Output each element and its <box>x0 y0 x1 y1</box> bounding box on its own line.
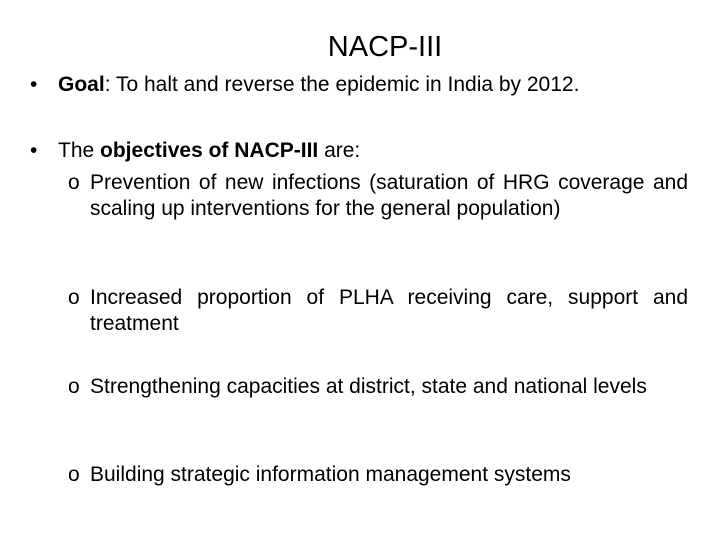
goal-description: : To halt and reverse the epidemic in India by 2012. <box>104 73 580 96</box>
objective-text: Prevention of new infections (saturation of HRG coverage and scaling up interventions for the general population) <box>90 171 688 220</box>
slide-title: NACP-III <box>327 31 443 63</box>
bullet-marker: • <box>30 139 38 162</box>
sub-bullet-marker: o <box>68 463 80 486</box>
objective-text: Increased proportion of PLHA receiving care, support and treatment <box>90 286 688 335</box>
objectives-label: objectives of NACP-III <box>100 139 319 162</box>
sub-bullet-marker: o <box>68 375 80 398</box>
bullet-marker: • <box>30 73 38 96</box>
sub-bullet-marker: o <box>68 171 80 194</box>
goal-label: Goal <box>58 73 105 96</box>
objective-text: Strengthening capacities at district, state and national levels <box>90 375 647 398</box>
objectives-suffix: are: <box>318 139 361 162</box>
sub-bullet-marker: o <box>68 286 80 309</box>
objective-text: Building strategic information management systems <box>90 463 571 486</box>
goal-text <box>58 72 579 97</box>
objectives-heading <box>58 138 360 163</box>
objectives-pre: The <box>58 139 101 162</box>
